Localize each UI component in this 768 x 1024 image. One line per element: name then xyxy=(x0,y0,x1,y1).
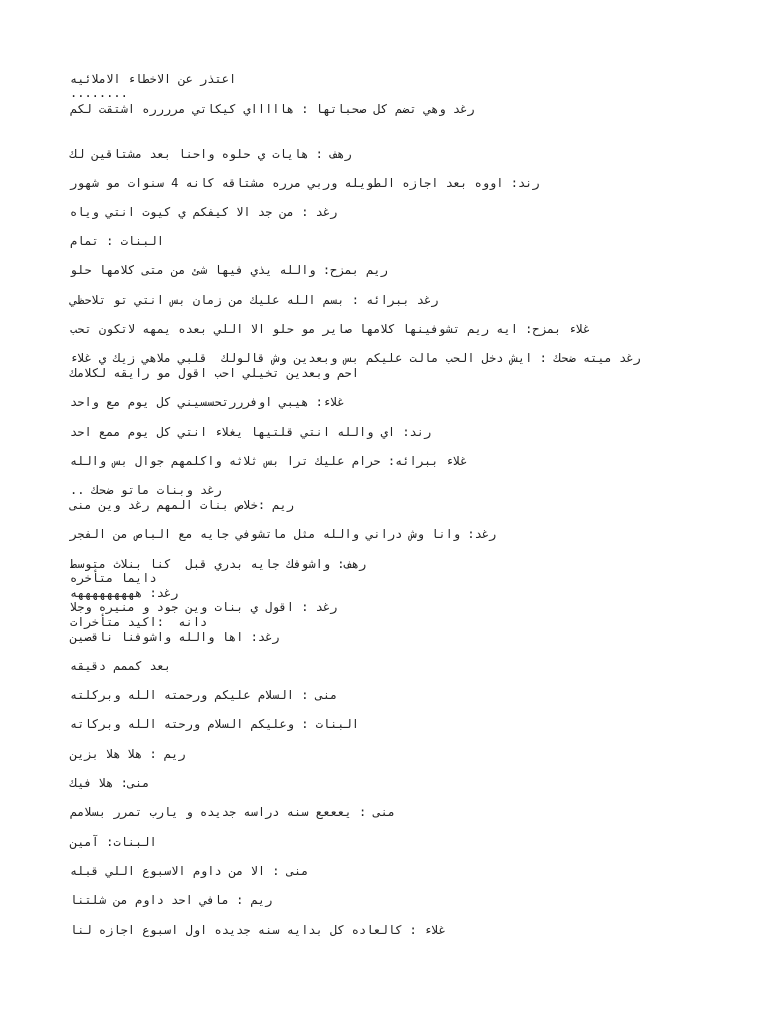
text-line: البنات: آمين xyxy=(70,835,157,849)
text-line: رغد وهي تضم كل صحباتها : هاااااي كيكاتي مرررره اشتقت لكم xyxy=(70,102,475,116)
text-line: رغد: اها والله واشوفنا ناقصين xyxy=(70,630,280,644)
text-line: رغد : من جد الا كيفكم ي كيوت انتي وياه xyxy=(70,205,338,219)
text-line: رغد : اقول ي بنات وين جود و منيره وجلا xyxy=(70,600,338,614)
text-line: رغد: وانا وش دراني والله مثل ماتشوفي جايه مع الباص من الفجر xyxy=(70,527,497,541)
text-line: منى: هلا فيك xyxy=(70,776,150,790)
text-line: ريم :خلاص بنات المهم رغد وين منى xyxy=(70,498,294,512)
text-line: غلاء ببرائه: حرام عليك ترا بس ثلاثه واكلمهم جوال بس والله xyxy=(70,454,468,468)
text-line: رهف: واشوفك جايه بدري قبل كنا بنلاث متوسط xyxy=(70,557,367,571)
text-line: رغد: هههههههههه xyxy=(70,586,179,600)
text-line: احم وبعدين تخيلي احب اقول مو رايقه لكلامك xyxy=(70,366,359,380)
text-line: البنات : وعليكم السلام ورحته الله وبركاته xyxy=(70,717,359,731)
text-line: دانه :اكيد متأخرات xyxy=(70,615,208,629)
text-line: منى : السلام عليكم ورحمته الله وبركلته xyxy=(70,688,338,702)
text-line: رهف : هايات ي حلوه واحنا بعد مشتاقين لك xyxy=(70,147,352,161)
text-line: رغد ميته ضحك : ايش دخل الحب مالت عليكم بس وبعدين وش قالولك قلبي ملاهي زيك ي غلاء xyxy=(70,351,641,365)
text-line: ريم : هلا هلا بزين xyxy=(70,747,186,761)
text-line: بعد كممم دقيقه xyxy=(70,659,172,673)
text-line: اعتذر عن الاخطاء الاملائيه xyxy=(70,72,237,86)
text-line: ........ xyxy=(70,86,128,100)
text-line: رغد وبنات ماتو ضحك .. xyxy=(70,483,222,497)
text-line: البنات : تمام xyxy=(70,234,164,248)
text-line: غلاء بمزح: ايه ريم تشوفينها كلامها صاير مو حلو الا اللي بعده يمهه لاتكون تحب xyxy=(70,322,591,336)
text-line: رغد ببرائه : بسم الله عليك من زمان بس انتي تو تلاحظي xyxy=(70,293,439,307)
text-line: رند: اي والله انتي قلتيها يغلاء انتي كل يوم ممع احد xyxy=(70,425,432,439)
text-line: غلاء : كالعاده كل بدايه سنه جديده اول اسبوع اجازه لنا xyxy=(70,923,446,937)
text-line: ريم بمزح: والله يذي فيها شئ من متى كلامها حلو xyxy=(70,263,388,277)
text-line: غلاء: هيبي اوفرررتحسسيني كل يوم مع واحد xyxy=(70,395,345,409)
text-line: دايما متأخره xyxy=(70,571,157,585)
text-line: منى : يعععع سنه دراسه جديده و يارب تمرر بسلامم xyxy=(70,805,396,819)
text-line: ريم : مافي احد داوم من شلتنا xyxy=(70,893,273,907)
text-line: منى : الا من داوم الاسبوع اللي قبله xyxy=(70,864,309,878)
text-line: رند: اووه بعد اجازه الطويله وربي مرره مشتاقه كانه 4 سنوات مو شهور xyxy=(70,176,540,190)
